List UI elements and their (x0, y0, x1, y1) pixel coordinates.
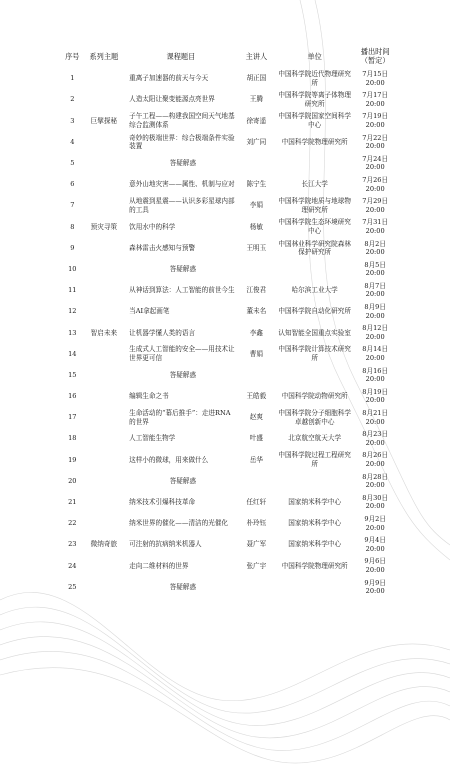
row-time: 8月2日 20:00 (364, 239, 386, 257)
row-title: 让机器学懂人类的语言 (129, 328, 196, 337)
row-time: 8月7日 20:00 (364, 281, 386, 299)
row-number: 9 (70, 243, 75, 252)
row-title: 奇妙的极端世界：综合极端条件实验装置 (129, 133, 235, 151)
row-unit (274, 577, 355, 598)
header-no: 序号 (65, 51, 80, 61)
row-number: 11 (68, 286, 77, 295)
row-number: 21 (68, 498, 77, 507)
row-time: 9月9日 20:00 (364, 578, 386, 596)
row-title: 意外山地灾害——属性、机制与应对 (129, 180, 235, 189)
table-row (60, 174, 395, 195)
row-unit: 中国科学院地质与地球物理研究所 (278, 197, 351, 214)
row-unit: 中国科学院生态环境研究中心 (278, 218, 351, 235)
row-time: 8月12日 20:00 (362, 324, 389, 341)
row-unit: 中国科学院计算技术研究所 (278, 345, 351, 363)
row-time: 8月14日 20:00 (362, 345, 389, 363)
row-unit: 中国科学院物理研究所 (281, 561, 348, 570)
row-time: 8月5日 20:00 (364, 260, 386, 278)
row-speaker: 李娟 (249, 201, 263, 210)
row-unit: 中国科学院国家空间科学中心 (278, 112, 351, 129)
header-unit: 单位 (307, 51, 322, 61)
row-time: 8月16日 20:00 (362, 366, 389, 384)
row-title: 重离子加速器的前天与今天 (129, 74, 209, 83)
row-time: 7月29日 20:00 (362, 197, 389, 214)
row-title: 饮用水中的科学 (129, 222, 176, 231)
row-speaker: 任红轩 (246, 498, 267, 507)
row-title: 答疑解惑 (169, 476, 197, 485)
table-row (60, 386, 395, 407)
row-speaker (239, 259, 274, 280)
row-unit: 哈尔滨工业大学 (291, 286, 338, 295)
row-speaker: 徐寄遥 (246, 116, 267, 125)
row-title: 走向二维材料的世界 (129, 561, 189, 570)
row-speaker: 聂广军 (246, 540, 267, 549)
row-title: 从神话到算法：人工智能的前世今生 (129, 286, 235, 295)
row-number: 10 (68, 264, 77, 273)
row-time: 8月28日 20:00 (362, 472, 389, 490)
row-unit: 中国科学院自动化研究所 (278, 307, 351, 316)
row-title: 答疑解惑 (169, 582, 197, 591)
row-time: 9月2日 20:00 (364, 514, 386, 532)
row-unit: 中国科学院过程工程研究所 (278, 451, 351, 468)
table-header-row (60, 44, 395, 68)
course-schedule-table (60, 44, 395, 598)
row-unit: 中国科学院等离子体物理研究所 (278, 91, 351, 108)
row-time: 7月31日 20:00 (362, 218, 389, 235)
row-time: 8月19日 20:00 (362, 387, 389, 405)
row-time: 7月19日 20:00 (362, 112, 389, 129)
row-title: 答疑解惑 (169, 370, 197, 379)
row-speaker (239, 365, 274, 386)
row-time: 7月17日 20:00 (362, 91, 389, 108)
row-number: 4 (70, 137, 75, 146)
row-time: 9月4日 20:00 (364, 536, 386, 553)
row-unit: 国家纳米科学中心 (288, 498, 342, 507)
row-title: 子午工程——构建我国空间天气地基综合监测体系 (129, 112, 235, 129)
row-speaker: 王腾 (249, 95, 263, 104)
row-number: 14 (68, 349, 77, 358)
row-series (85, 386, 124, 492)
table-row (60, 492, 395, 513)
row-number: 6 (70, 180, 75, 189)
row-number: 25 (68, 582, 77, 591)
row-title: 纳米技术引爆科技革命 (129, 498, 196, 507)
header-speaker: 主讲人 (245, 51, 268, 61)
row-title: 人工智能生物学 (129, 434, 176, 443)
row-time: 8月9日 20:00 (364, 303, 386, 320)
row-number: 15 (68, 370, 77, 379)
row-speaker: 杨敏 (249, 222, 263, 231)
row-series: 智启未来 (90, 328, 118, 337)
row-title: 可注射的抗病纳米机器人 (129, 540, 202, 549)
row-title: 当AI拿起画笔 (129, 307, 170, 316)
row-title: 答疑解惑 (169, 264, 197, 273)
row-title: 答疑解惑 (169, 159, 197, 168)
row-number: 7 (70, 201, 75, 210)
row-series: 微纳奇旅 (90, 540, 118, 549)
row-title: 从地震到星震——认识多彩星球内部的工具 (129, 197, 235, 214)
row-speaker: 朴玲钰 (246, 519, 267, 528)
row-unit: 中国科学院动物研究所 (281, 392, 348, 401)
row-number: 23 (68, 540, 77, 549)
row-time: 8月23日 20:00 (362, 430, 389, 447)
header-title: 课程题目 (166, 51, 196, 61)
row-series: 巨擘探秘 (90, 116, 118, 125)
row-time: 9月6日 20:00 (364, 557, 386, 574)
row-unit (274, 365, 355, 386)
row-unit: 国家纳米科学中心 (288, 540, 342, 549)
row-time: 7月26日 20:00 (362, 175, 389, 193)
row-speaker: 王明玉 (246, 243, 267, 252)
row-unit (274, 259, 355, 280)
table-row (60, 280, 395, 301)
row-number: 20 (68, 476, 77, 485)
row-time: 7月22日 20:00 (362, 133, 389, 151)
row-number: 24 (68, 561, 77, 570)
row-number: 13 (68, 328, 77, 337)
row-time: 8月26日 20:00 (362, 451, 389, 468)
row-speaker: 张广宇 (246, 561, 267, 570)
row-speaker: 董未名 (246, 307, 267, 316)
row-unit (274, 153, 355, 174)
row-title: 人造太阳让聚变能源点亮世界 (129, 95, 215, 104)
header-time: 播出时间（暂定） (360, 47, 390, 65)
row-speaker: 胡正国 (246, 74, 267, 83)
row-number: 3 (70, 116, 75, 125)
row-speaker: 叶盛 (249, 434, 263, 443)
row-number: 8 (70, 222, 75, 231)
row-speaker: 赵爽 (249, 413, 263, 422)
row-title: 纳米世界的催化——清洁的光催化 (129, 519, 229, 528)
row-time: 7月24日 20:00 (362, 154, 389, 172)
row-unit: 中国科学院分子细胞科学卓越创新中心 (278, 409, 351, 426)
row-series: 预灾寻策 (90, 222, 118, 231)
row-speaker: 江俊君 (246, 286, 267, 295)
row-number: 12 (68, 307, 77, 316)
row-title: 生命活动的“幕后推手”：走进RNA的世界 (129, 409, 231, 426)
row-number: 2 (70, 95, 75, 104)
row-title: 编辑生命之书 (129, 392, 169, 401)
table-row (60, 68, 395, 89)
row-unit: 中国科学院物理研究所 (281, 137, 348, 146)
row-unit: 北京航空航天大学 (288, 434, 342, 443)
row-unit: 国家纳米科学中心 (288, 519, 342, 528)
row-speaker (239, 577, 274, 598)
row-number: 17 (68, 413, 77, 422)
row-unit: 中国科学院近代物理研究所 (278, 70, 351, 87)
row-time: 7月15日 20:00 (362, 70, 389, 87)
row-speaker (239, 471, 274, 492)
row-time: 8月30日 20:00 (362, 493, 389, 511)
row-speaker: 刘广同 (246, 137, 267, 146)
row-title: 森林雷击火感知与预警 (129, 243, 196, 252)
row-unit: 认知智能全国重点实验室 (278, 328, 351, 337)
row-title: 生成式人工智能的安全——用技术让世界更可信 (129, 345, 235, 363)
row-unit (274, 471, 355, 492)
row-speaker: 李鑫 (249, 328, 263, 337)
row-speaker: 陈宁生 (246, 180, 267, 189)
row-speaker: 曹娟 (249, 349, 263, 358)
row-title: 这样小的微球，用来做什么 (129, 455, 209, 464)
row-number: 19 (68, 455, 77, 464)
row-number: 18 (68, 434, 77, 443)
row-number: 16 (68, 392, 77, 401)
row-speaker: 岳华 (249, 455, 263, 464)
row-speaker (239, 153, 274, 174)
row-unit: 中国林业科学研究院森林保护研究所 (278, 239, 351, 257)
header-series: 系列主题 (89, 51, 119, 61)
row-number: 5 (70, 159, 75, 168)
row-unit: 长江大学 (301, 180, 328, 189)
row-speaker: 王皓毅 (246, 392, 267, 401)
row-number: 22 (68, 519, 77, 528)
row-number: 1 (70, 74, 75, 83)
row-time: 8月21日 20:00 (362, 409, 389, 426)
